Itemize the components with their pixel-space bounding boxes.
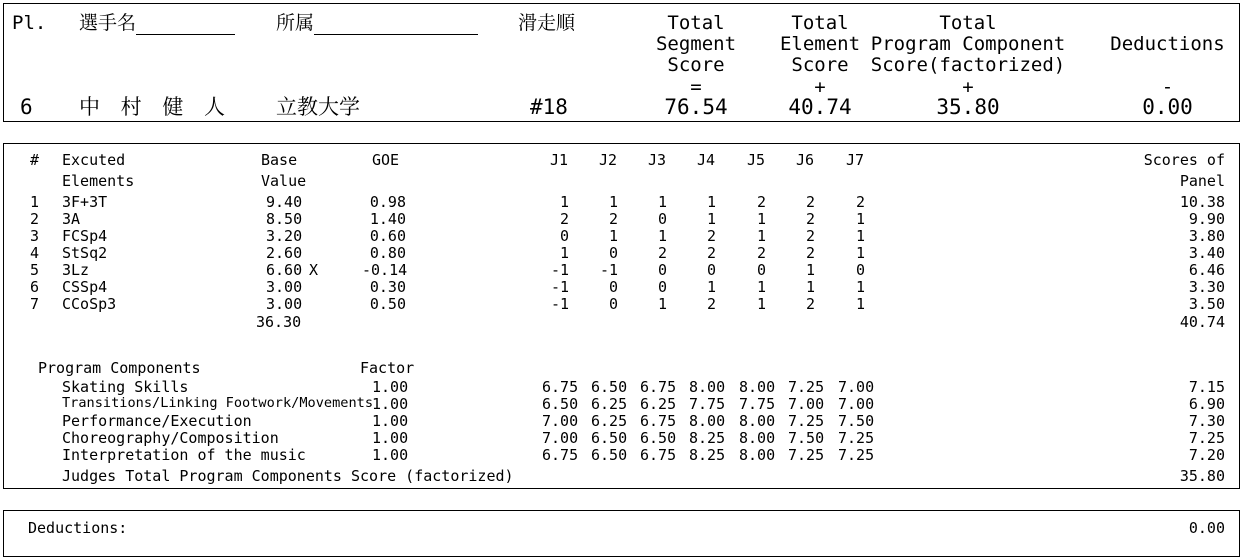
element-goe: 0.98 bbox=[369, 193, 406, 211]
tes-header-line1: Total bbox=[791, 12, 849, 34]
element-panel-score: 3.30 bbox=[1188, 278, 1225, 296]
name-header-underline bbox=[136, 34, 235, 35]
tss-value: 76.54 bbox=[664, 95, 728, 119]
club-header: 所属 bbox=[276, 12, 315, 34]
plus-sign-1: + bbox=[814, 76, 826, 98]
element-judge-score: 0 bbox=[657, 278, 667, 296]
component-judge-score: 7.25 bbox=[838, 429, 875, 447]
minus-sign: - bbox=[1161, 76, 1174, 98]
component-judge-score: 6.50 bbox=[591, 446, 628, 464]
pcs-header-line3: Score(factorized) bbox=[870, 54, 1066, 76]
element-panel-score: 10.38 bbox=[1179, 193, 1225, 211]
element-judge-score: -1 bbox=[550, 261, 569, 279]
element-judge-score: 0 bbox=[608, 278, 618, 296]
deductions-box bbox=[3, 510, 1240, 557]
tss-header-line2: Segment bbox=[655, 33, 737, 55]
element-name: 3A bbox=[62, 210, 81, 228]
component-judge-score: 8.00 bbox=[689, 412, 726, 430]
component-judge-score: 6.50 bbox=[640, 429, 677, 447]
element-name: CSSp4 bbox=[62, 278, 108, 296]
component-judge-score: 6.25 bbox=[591, 412, 628, 430]
component-judge-score: 6.75 bbox=[640, 378, 677, 396]
judge-header-j6: J6 bbox=[795, 151, 815, 169]
value-header: Value bbox=[261, 172, 307, 190]
element-judge-score: 2 bbox=[805, 227, 815, 245]
element-judge-score: 1 bbox=[706, 278, 716, 296]
component-judge-score: 7.00 bbox=[838, 395, 875, 413]
component-judge-score: 8.00 bbox=[739, 412, 776, 430]
judge-header-j1: J1 bbox=[549, 151, 569, 169]
pcs-header-line2: Program Component bbox=[870, 33, 1066, 55]
element-num: 1 bbox=[30, 193, 40, 211]
component-judge-score: 6.75 bbox=[542, 378, 579, 396]
component-judge-score: 6.50 bbox=[591, 429, 628, 447]
order-header: 滑走順 bbox=[518, 12, 576, 34]
element-judge-score: 1 bbox=[756, 210, 766, 228]
pcs-header-line1: Total bbox=[939, 12, 997, 34]
element-judge-score: 1 bbox=[756, 278, 766, 296]
element-judge-score: 2 bbox=[559, 210, 569, 228]
element-judge-score: 0 bbox=[657, 261, 667, 279]
element-base: 9.40 bbox=[266, 193, 303, 211]
component-judge-score: 6.75 bbox=[542, 446, 579, 464]
component-panel-score: 7.30 bbox=[1188, 412, 1225, 430]
component-judge-score: 6.25 bbox=[591, 395, 628, 413]
element-judge-score: 2 bbox=[805, 210, 815, 228]
element-judge-score: 1 bbox=[657, 295, 667, 313]
component-judge-score: 7.00 bbox=[838, 378, 875, 396]
element-name: StSq2 bbox=[62, 244, 108, 262]
tes-header-line2: Element bbox=[779, 33, 861, 55]
element-judge-score: 1 bbox=[706, 193, 716, 211]
element-base: 8.50 bbox=[266, 210, 303, 228]
component-judge-score: 8.00 bbox=[739, 429, 776, 447]
deductions-header: Deductions bbox=[1110, 33, 1225, 55]
deductions-total: 0.00 bbox=[1188, 519, 1225, 537]
pl-header: Pl. bbox=[12, 12, 47, 34]
element-goe: 0.50 bbox=[369, 295, 406, 313]
element-judge-score: -1 bbox=[550, 295, 569, 313]
component-judge-score: 7.75 bbox=[689, 395, 726, 413]
elements-elements-header: Elements bbox=[62, 172, 135, 190]
element-judge-score: 1 bbox=[855, 278, 865, 296]
pcs-total-label: Judges Total Program Components Score (factorized) bbox=[62, 467, 514, 485]
component-judge-score: 7.75 bbox=[739, 395, 776, 413]
element-judge-score: 2 bbox=[657, 244, 667, 262]
element-judge-score: 0 bbox=[756, 261, 766, 279]
component-judge-score: 8.00 bbox=[689, 378, 726, 396]
component-judge-score: 7.50 bbox=[838, 412, 875, 430]
component-judge-score: 6.50 bbox=[591, 378, 628, 396]
element-judge-score: 1 bbox=[657, 227, 667, 245]
element-judge-score: 1 bbox=[608, 227, 618, 245]
component-judge-score: 8.25 bbox=[689, 446, 726, 464]
component-judge-score: 8.00 bbox=[739, 378, 776, 396]
plus-sign-2: + bbox=[962, 76, 974, 98]
element-num: 2 bbox=[30, 210, 40, 228]
factor-header: Factor bbox=[360, 359, 415, 377]
element-x-marker: X bbox=[309, 261, 319, 279]
element-judge-score: 1 bbox=[559, 244, 569, 262]
scores-of-header: Scores of bbox=[1143, 151, 1225, 169]
element-panel-score: 9.90 bbox=[1188, 210, 1225, 228]
component-judge-score: 7.25 bbox=[788, 378, 825, 396]
component-panel-score: 7.15 bbox=[1188, 378, 1225, 396]
program-components-title: Program Components bbox=[38, 359, 201, 377]
element-judge-score: 1 bbox=[608, 193, 618, 211]
element-base: 3.00 bbox=[266, 295, 303, 313]
element-judge-score: 1 bbox=[706, 210, 716, 228]
skate-order: #18 bbox=[530, 95, 568, 119]
component-judge-score: 7.00 bbox=[788, 395, 825, 413]
judge-header-j7: J7 bbox=[845, 151, 865, 169]
element-judge-score: 2 bbox=[706, 244, 716, 262]
component-name: Transitions/Linking Footwork/Movements bbox=[62, 395, 373, 411]
component-factor: 1.00 bbox=[372, 446, 409, 464]
component-judge-score: 7.25 bbox=[788, 446, 825, 464]
element-judge-score: 2 bbox=[756, 193, 766, 211]
element-judge-score: 2 bbox=[706, 227, 716, 245]
element-goe: 1.40 bbox=[369, 210, 406, 228]
component-judge-score: 8.25 bbox=[689, 429, 726, 447]
element-judge-score: 1 bbox=[559, 193, 569, 211]
judge-header-j2: J2 bbox=[598, 151, 618, 169]
element-judge-score: 0 bbox=[706, 261, 716, 279]
element-judge-score: 2 bbox=[706, 295, 716, 313]
component-judge-score: 6.75 bbox=[640, 412, 677, 430]
element-name: CCoSp3 bbox=[62, 295, 117, 313]
goe-header: GOE bbox=[372, 151, 400, 169]
tes-value: 40.74 bbox=[788, 95, 852, 119]
element-base: 6.60 bbox=[266, 261, 303, 279]
elements-score-total: 40.74 bbox=[1179, 313, 1225, 331]
element-judge-score: 2 bbox=[805, 193, 815, 211]
pcs-total-score: 35.80 bbox=[1179, 467, 1225, 485]
deductions-label: Deductions: bbox=[28, 519, 128, 537]
element-judge-score: 1 bbox=[756, 227, 766, 245]
element-judge-score: -1 bbox=[599, 261, 618, 279]
component-panel-score: 7.20 bbox=[1188, 446, 1225, 464]
element-num: 4 bbox=[30, 244, 40, 262]
component-name: Choreography/Composition bbox=[62, 429, 279, 447]
component-panel-score: 7.25 bbox=[1188, 429, 1225, 447]
element-judge-score: 1 bbox=[756, 295, 766, 313]
component-judge-score: 7.25 bbox=[838, 446, 875, 464]
component-factor: 1.00 bbox=[372, 378, 409, 396]
component-factor: 1.00 bbox=[372, 395, 409, 413]
component-panel-score: 6.90 bbox=[1188, 395, 1225, 413]
component-judge-score: 7.00 bbox=[542, 412, 579, 430]
element-judge-score: 1 bbox=[855, 227, 865, 245]
panel-header: Panel bbox=[1179, 172, 1225, 190]
element-judge-score: 0 bbox=[855, 261, 865, 279]
element-base: 2.60 bbox=[266, 244, 303, 262]
element-panel-score: 3.50 bbox=[1188, 295, 1225, 313]
element-goe: 0.80 bbox=[369, 244, 406, 262]
element-judge-score: 1 bbox=[855, 210, 865, 228]
element-judge-score: 0 bbox=[657, 210, 667, 228]
component-judge-score: 7.00 bbox=[542, 429, 579, 447]
element-goe: -0.14 bbox=[362, 261, 408, 279]
tes-header-line3: Score bbox=[791, 54, 849, 76]
element-judge-score: 0 bbox=[608, 244, 618, 262]
element-num: 5 bbox=[30, 261, 40, 279]
skater-club: 立教大学 bbox=[276, 95, 360, 119]
element-judge-score: 2 bbox=[805, 295, 815, 313]
element-num: 3 bbox=[30, 227, 40, 245]
pcs-value: 35.80 bbox=[936, 95, 1000, 119]
component-name: Skating Skills bbox=[62, 378, 189, 396]
element-base: 3.00 bbox=[266, 278, 303, 296]
component-factor: 1.00 bbox=[372, 412, 409, 430]
element-panel-score: 3.40 bbox=[1188, 244, 1225, 262]
element-base: 3.20 bbox=[266, 227, 303, 245]
element-judge-score: 1 bbox=[805, 261, 815, 279]
component-judge-score: 6.75 bbox=[640, 446, 677, 464]
element-name: 3Lz bbox=[62, 261, 90, 279]
element-goe: 0.30 bbox=[369, 278, 406, 296]
component-judge-score: 7.25 bbox=[788, 412, 825, 430]
tss-header-line1: Total bbox=[667, 12, 725, 34]
element-judge-score: 1 bbox=[855, 295, 865, 313]
judge-header-j5: J5 bbox=[746, 151, 766, 169]
element-panel-score: 3.80 bbox=[1188, 227, 1225, 245]
name-header: 選手名 bbox=[79, 12, 137, 34]
judge-header-j4: J4 bbox=[696, 151, 716, 169]
element-goe: 0.60 bbox=[369, 227, 406, 245]
element-judge-score: 0 bbox=[559, 227, 569, 245]
base-header: Base bbox=[261, 151, 298, 169]
judge-header-j3: J3 bbox=[647, 151, 667, 169]
element-name: 3F+3T bbox=[62, 193, 108, 211]
equals-sign: = bbox=[690, 76, 702, 98]
element-judge-score: 0 bbox=[608, 295, 618, 313]
element-num: 6 bbox=[30, 278, 40, 296]
skater-place: 6 bbox=[20, 95, 33, 119]
component-judge-score: 6.25 bbox=[640, 395, 677, 413]
element-judge-score: 1 bbox=[657, 193, 667, 211]
component-name: Interpretation of the music bbox=[62, 446, 306, 464]
element-judge-score: 2 bbox=[608, 210, 618, 228]
tss-header-line3: Score bbox=[667, 54, 725, 76]
component-name: Performance/Execution bbox=[62, 412, 252, 430]
element-name: FCSp4 bbox=[62, 227, 108, 245]
element-judge-score: -1 bbox=[550, 278, 569, 296]
element-judge-score: 2 bbox=[805, 244, 815, 262]
element-judge-score: 2 bbox=[756, 244, 766, 262]
base-total: 36.30 bbox=[256, 313, 302, 331]
component-judge-score: 8.00 bbox=[739, 446, 776, 464]
component-factor: 1.00 bbox=[372, 429, 409, 447]
elements-num-header: # bbox=[30, 151, 40, 169]
component-judge-score: 7.50 bbox=[788, 429, 825, 447]
elements-executed-header: Excuted bbox=[62, 151, 126, 169]
element-judge-score: 1 bbox=[805, 278, 815, 296]
element-judge-score: 2 bbox=[855, 193, 865, 211]
skater-name: 中 村 健 人 bbox=[79, 95, 233, 119]
element-judge-score: 1 bbox=[855, 244, 865, 262]
component-judge-score: 6.50 bbox=[542, 395, 579, 413]
element-panel-score: 6.46 bbox=[1188, 261, 1225, 279]
club-header-underline bbox=[314, 34, 478, 35]
element-num: 7 bbox=[30, 295, 40, 313]
deductions-value: 0.00 bbox=[1142, 95, 1193, 119]
